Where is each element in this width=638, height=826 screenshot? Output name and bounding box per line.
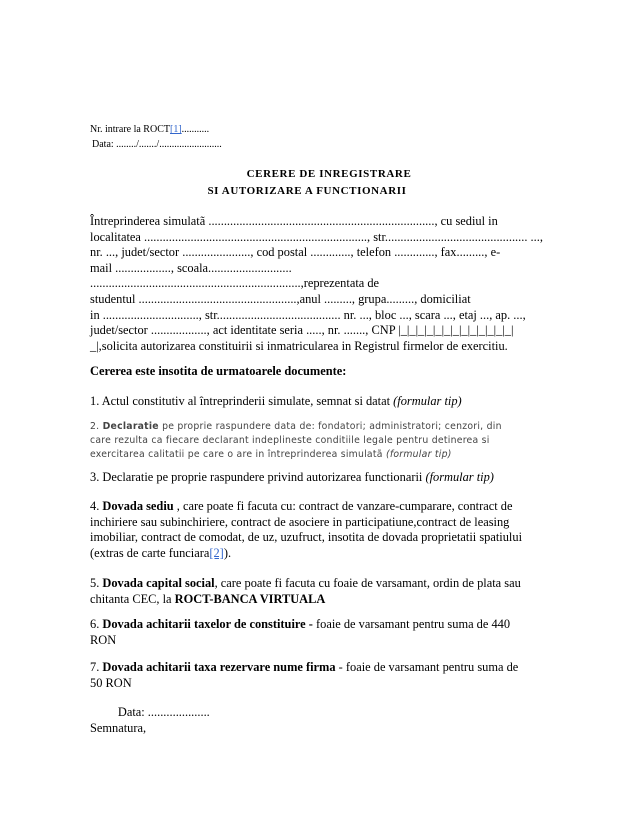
intro-line: in ..............................., str........................................ nr. ..., bloc ..., scara ..., etaj ..., ap. ..., <box>90 307 526 322</box>
item7-line2: 50 RON <box>90 675 132 690</box>
document-item-4 <box>90 499 550 561</box>
intro-line: mail .................., scoala........................... <box>90 260 292 275</box>
item2-bold: Declaratie <box>102 421 159 432</box>
item4-line4-end: ). <box>223 545 232 560</box>
intro-line: ....................................................................,reprezentata de <box>90 276 380 291</box>
intro-line: _|,solicita autorizarea constituirii si inmatricularea in Registrul firmelor de exercitiu. <box>90 338 508 353</box>
item3-text: 3. Declaratie pe proprie raspundere privind autorizarea functionarii <box>90 470 426 484</box>
document-item-6 <box>90 617 550 648</box>
intro-paragraph <box>90 214 550 354</box>
item2-tag: (formular tip) <box>385 449 452 461</box>
signature-label: Semnatura, <box>90 720 147 735</box>
item4-number: 4. <box>90 499 103 513</box>
item2-line1: pe proprie raspundere data de: fondatori; administratori; cenzori, din <box>158 421 502 432</box>
footnote-ref-1[interactable]: [1] <box>169 124 182 135</box>
document-item-3 <box>90 470 550 486</box>
item6-number: 6. <box>90 617 103 631</box>
item3-tag: (formular tip) <box>425 470 494 484</box>
document-item-2 <box>90 420 550 463</box>
intro-line: studentul ...................................................,anul ........., grupa........., domiciliat <box>90 291 471 306</box>
item5-line1: , care poate fi facuta cu foaie de varsamant, ordin de plata sau <box>214 576 521 590</box>
document-item-5 <box>90 576 550 607</box>
document-item-1 <box>90 394 550 410</box>
item2-number: 2. <box>90 421 103 432</box>
intro-line: nr. ..., judet/sector ......................, cod postal ............., telefon ............., fax........., e- <box>90 245 501 260</box>
document-item-7 <box>90 660 550 691</box>
signature-block <box>90 705 550 736</box>
item5-bank: ROCT-BANCA VIRTUALA <box>174 591 326 606</box>
item5-bold: Dovada capital social <box>102 576 215 590</box>
entry-number-label: Nr. intrare la ROCT <box>90 124 170 135</box>
item4-line1: , care poate fi facuta cu: contract de vanzare-cumparare, contract de <box>173 499 513 513</box>
item2-line2: care rezulta ca fiecare declarant indeplineste conditiile legale pentru detinerea si <box>90 435 490 447</box>
item6-line2: RON <box>90 632 117 647</box>
item7-number: 7. <box>90 660 103 674</box>
item4-line2: inchiriere sau subinchiriere, contract de asociere in participatiune,contract de leasing <box>90 514 510 529</box>
intro-line: localitatea ........................................................................, str.............................................. ..., <box>90 229 543 244</box>
item2-line3: exercitarea calitatii pe care o are in întreprinderea simulatã <box>90 449 386 461</box>
date-line: Data: ......../......./......................... <box>92 139 222 150</box>
item4-line3: imobiliar, contract de comodat, de uz, uzufruct, insotita de dovada proprietatii spatiului <box>90 530 523 545</box>
date-field: Data: .................... <box>90 705 210 719</box>
item6-bold: Dovada achitarii taxelor de constituire - <box>102 617 313 631</box>
item5-number: 5. <box>90 576 103 590</box>
form-title-line2: SI AUTORIZARE A FUNCTIONARII <box>207 185 407 197</box>
form-title-line1: CERERE DE INREGISTRARE <box>246 168 412 180</box>
item4-line4: (extras de carte funciara <box>90 545 210 560</box>
item6-line1: foaie de varsamant pentru suma de 440 <box>312 617 511 631</box>
item1-tag: (formular tip) <box>393 394 462 408</box>
item1-text: 1. Actul constitutiv al întreprinderii simulate, semnat si datat <box>90 394 394 408</box>
item7-line1: - foaie de varsamant pentru suma de <box>335 660 519 674</box>
intro-line: Întreprinderea simulatã ........................................................................., cu sediul in <box>90 214 498 228</box>
item5-line2: chitanta CEC, la <box>90 591 175 606</box>
entry-number-dots: ........... <box>181 124 210 135</box>
entry-number-line <box>90 124 550 136</box>
intro-line: judet/sector .................., act identitate seria ....., nr. ......., CNP |_|_|_|_|_|_|_|_|_|_|_|_|_| <box>90 323 514 338</box>
item7-bold: Dovada achitarii taxa rezervare nume firma <box>102 660 336 674</box>
documents-heading: Cererea este insotita de urmatoarele documente: <box>90 364 347 378</box>
item4-bold: Dovada sediu <box>102 499 174 513</box>
footnote-ref-2[interactable]: [2] <box>209 545 224 560</box>
